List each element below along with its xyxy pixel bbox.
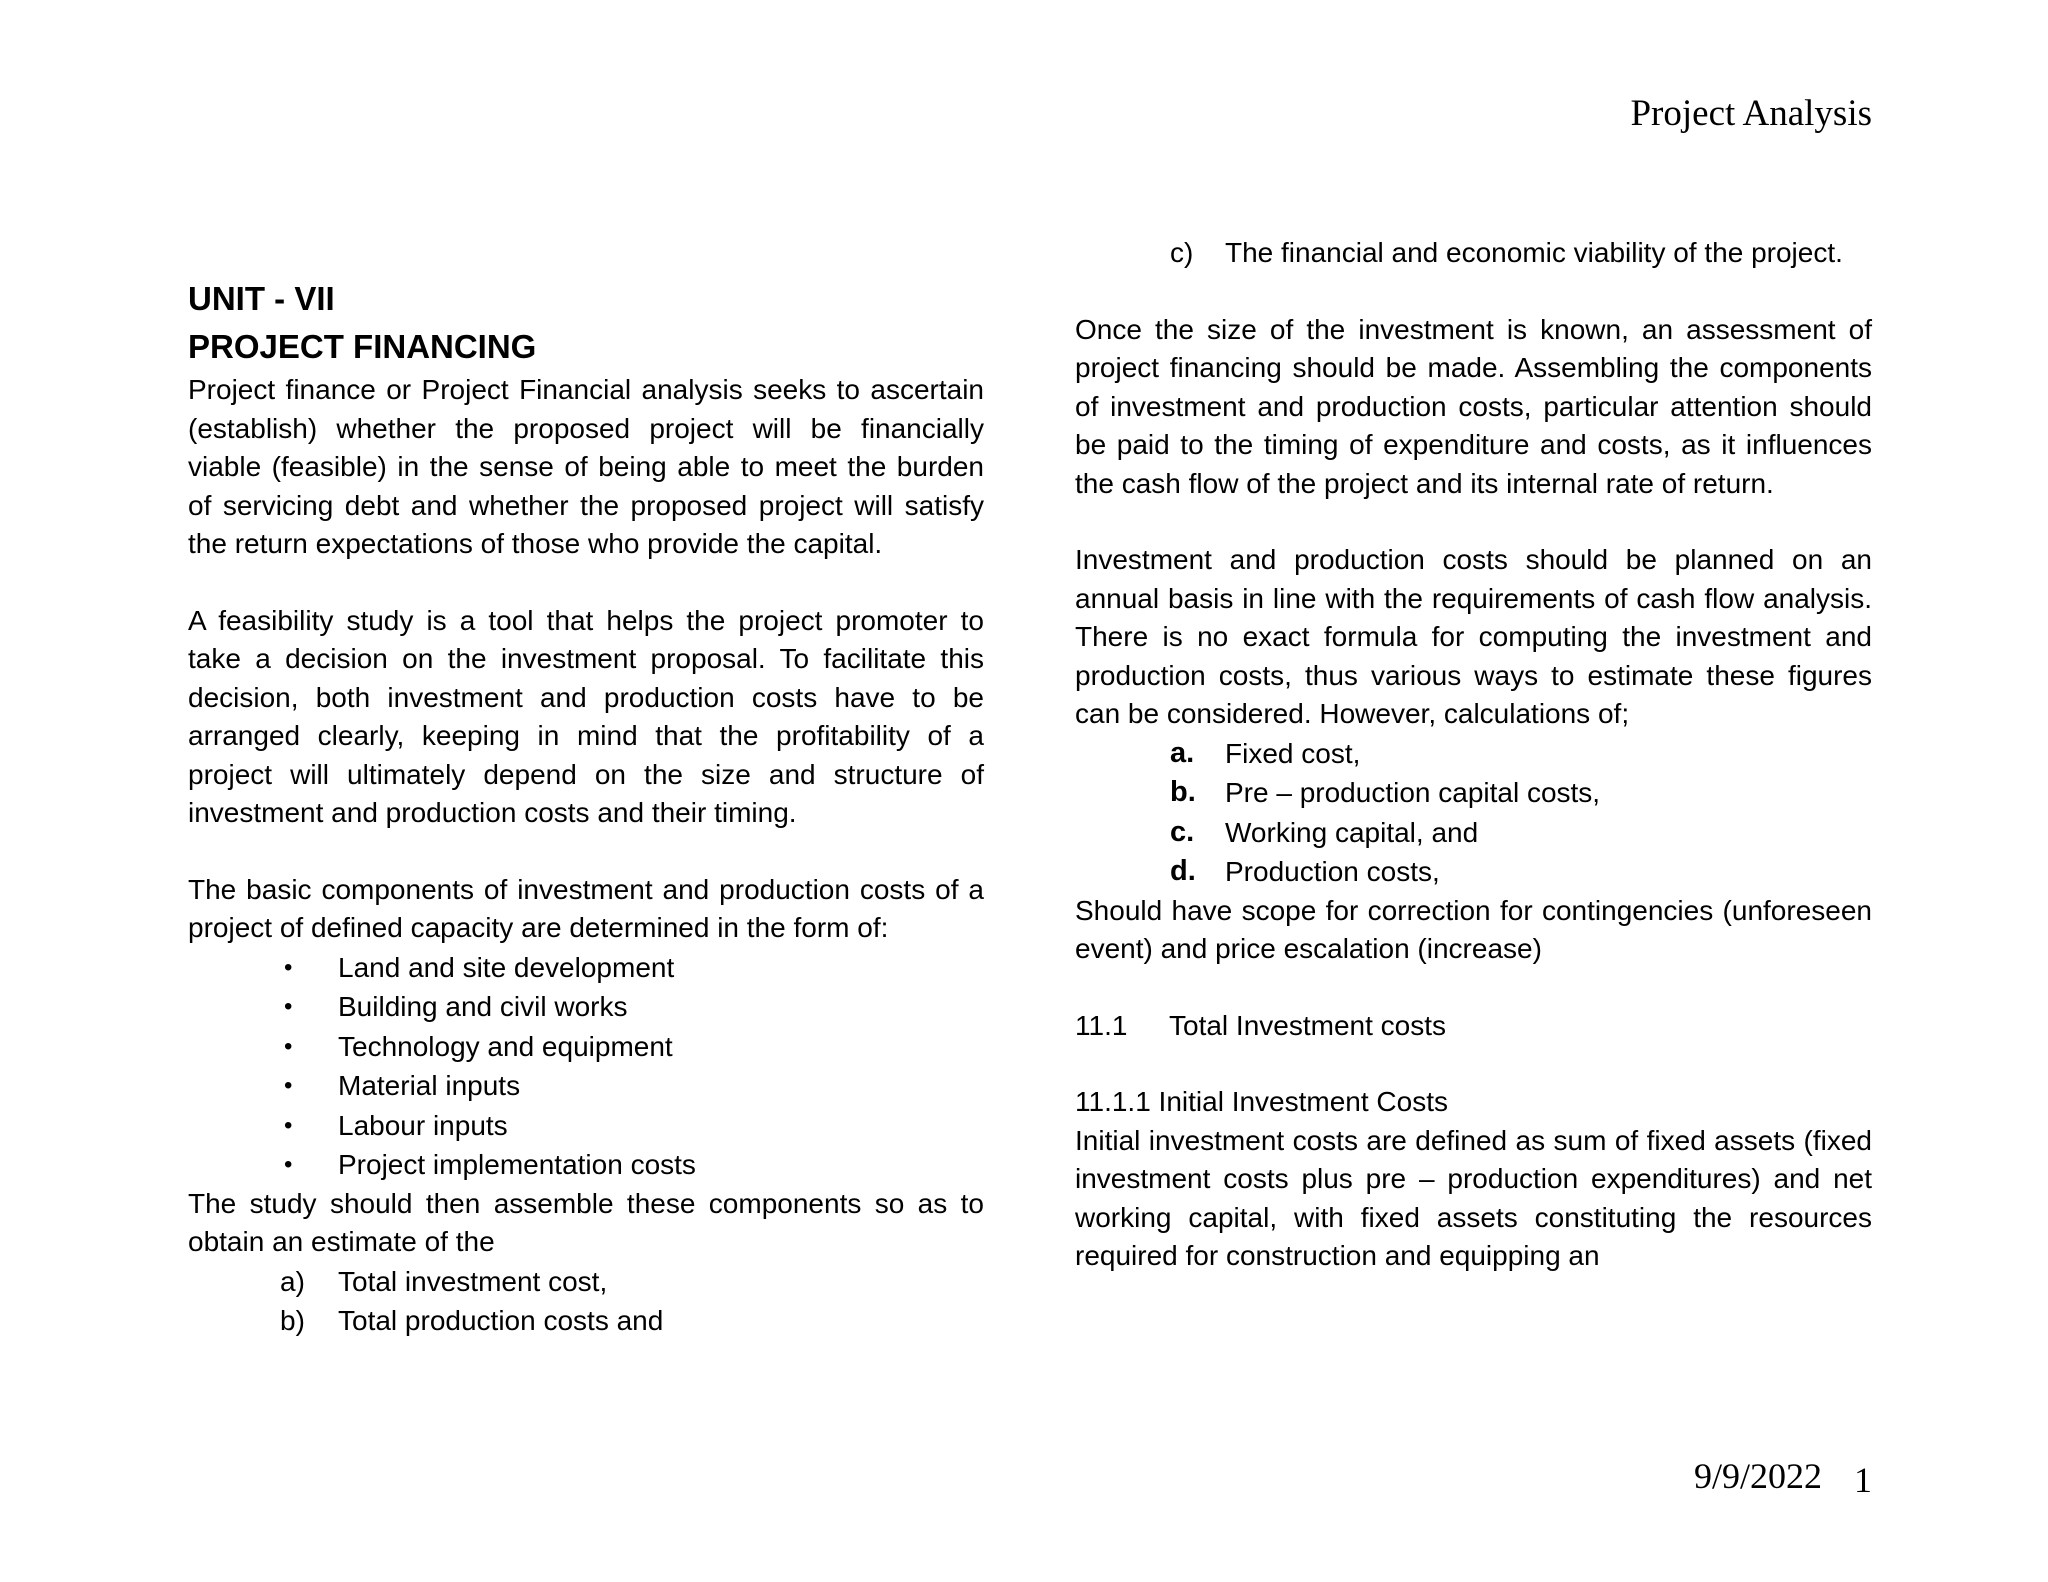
list-marker: a. <box>1170 736 1195 769</box>
list-item <box>188 1066 984 1106</box>
list-item <box>1075 813 1872 853</box>
paragraph: Once the size of the investment is known, an assessment of project financing should be made. Assembling the components of investment and production costs, particular attention should be paid to the timing of expenditure and costs, as it influences the cash flow of the project and its internal rate of return. <box>1075 313 1872 499</box>
bullet-marker: • <box>284 993 293 1020</box>
lettered-list <box>1075 734 1872 892</box>
list-item-text: Total production costs and <box>338 1305 664 1336</box>
list-item-text: Land and site development <box>338 951 675 983</box>
paragraph: Investment and production costs should be planned on an annual basis in line with the requirements of cash flow analysis. There is no exact formula for computing the investment and production costs, thus various ways to estimate these figures can be considered. However, calculations of; <box>1075 544 1872 729</box>
list-item <box>1075 234 1872 273</box>
list-item-text: Pre – production capital costs, <box>1225 777 1601 808</box>
list-item-text: Technology and equipment <box>338 1030 673 1062</box>
list-item <box>188 1027 984 1067</box>
section-title <box>1075 1007 1872 1046</box>
list-item <box>1075 852 1872 892</box>
left-column <box>188 275 984 1341</box>
paragraph: A feasibility study is a tool that helps the project promoter to take a decision on the investment proposal. To facilitate this decision, both investment and production costs have to be arranged clearly, keeping in mind that the profitability of a project will ultimately depend on the size and structure of investment and production costs and their timing. <box>188 604 984 828</box>
list-marker: c) <box>1170 237 1194 268</box>
paragraph: Initial investment costs are defined as sum of fixed assets (fixed investment costs plus pre – production expenditures) and net working capital, with fixed assets constituting the resources required for construction and equipping an <box>1075 1124 1872 1271</box>
list-marker: b) <box>280 1305 305 1336</box>
bullet-list <box>188 948 984 1185</box>
list-item-text: Fixed cost, <box>1225 737 1361 769</box>
paragraph: The basic components of investment and production costs of a project of defined capacity are determined in the form of: <box>188 873 984 943</box>
running-header: Project Analysis <box>1630 93 1872 134</box>
list-item <box>1075 773 1872 813</box>
list-item <box>188 1106 984 1146</box>
list-item <box>1075 734 1872 774</box>
list-item-text: Labour inputs <box>338 1109 508 1141</box>
list-item-text: Material inputs <box>338 1070 521 1101</box>
list-item <box>188 987 984 1027</box>
paragraph: Project finance or Project Financial analysis seeks to ascertain (establish) whether the proposed project will be financially viable (feasible) in the sense of being able to meet the burden of servicing debt and whether the proposed project will satisfy the return expectations of those who provide the capital. <box>188 374 984 559</box>
subsection-title: 11.1.1 Initial Investment Costs <box>1075 1086 1448 1117</box>
bullet-marker: • <box>284 1151 293 1178</box>
list-marker: b. <box>1170 776 1196 808</box>
bullet-marker: • <box>284 1111 293 1139</box>
list-item <box>188 1262 984 1302</box>
bullet-marker: • <box>284 953 293 981</box>
right-column <box>1075 234 1872 1276</box>
list-item <box>188 948 984 988</box>
list-item-text: The financial and economic viability of the project. <box>1225 237 1843 268</box>
section-title-text: Total Investment costs <box>1169 1009 1447 1041</box>
footer-date: 9/9/2022 <box>1693 1456 1822 1496</box>
bullet-marker: • <box>284 1072 293 1099</box>
page-number: 1 <box>1854 1460 1872 1500</box>
section-number: 11.1 <box>1075 1009 1128 1041</box>
lettered-list <box>188 1262 984 1341</box>
list-item-text: Working capital, and <box>1225 816 1479 848</box>
paragraph: The study should then assemble these components so as to obtain an estimate of the <box>188 1187 984 1257</box>
paragraph: Should have scope for correction for contingencies (unforeseen event) and price escalation (increase) <box>1075 894 1872 964</box>
unit-heading: UNIT - VII <box>188 280 335 317</box>
list-marker: d. <box>1170 855 1196 887</box>
bullet-marker: • <box>284 1032 293 1060</box>
list-marker: c. <box>1170 815 1195 848</box>
list-item-text: Total investment cost, <box>338 1265 608 1297</box>
list-item-text: Production costs, <box>1225 856 1440 887</box>
section-heading: PROJECT FINANCING <box>188 328 537 365</box>
list-item-text: Building and civil works <box>338 991 628 1022</box>
list-item-text: Project implementation costs <box>338 1149 696 1180</box>
list-marker: a) <box>280 1265 305 1297</box>
list-item <box>188 1145 984 1185</box>
list-item <box>188 1301 984 1341</box>
